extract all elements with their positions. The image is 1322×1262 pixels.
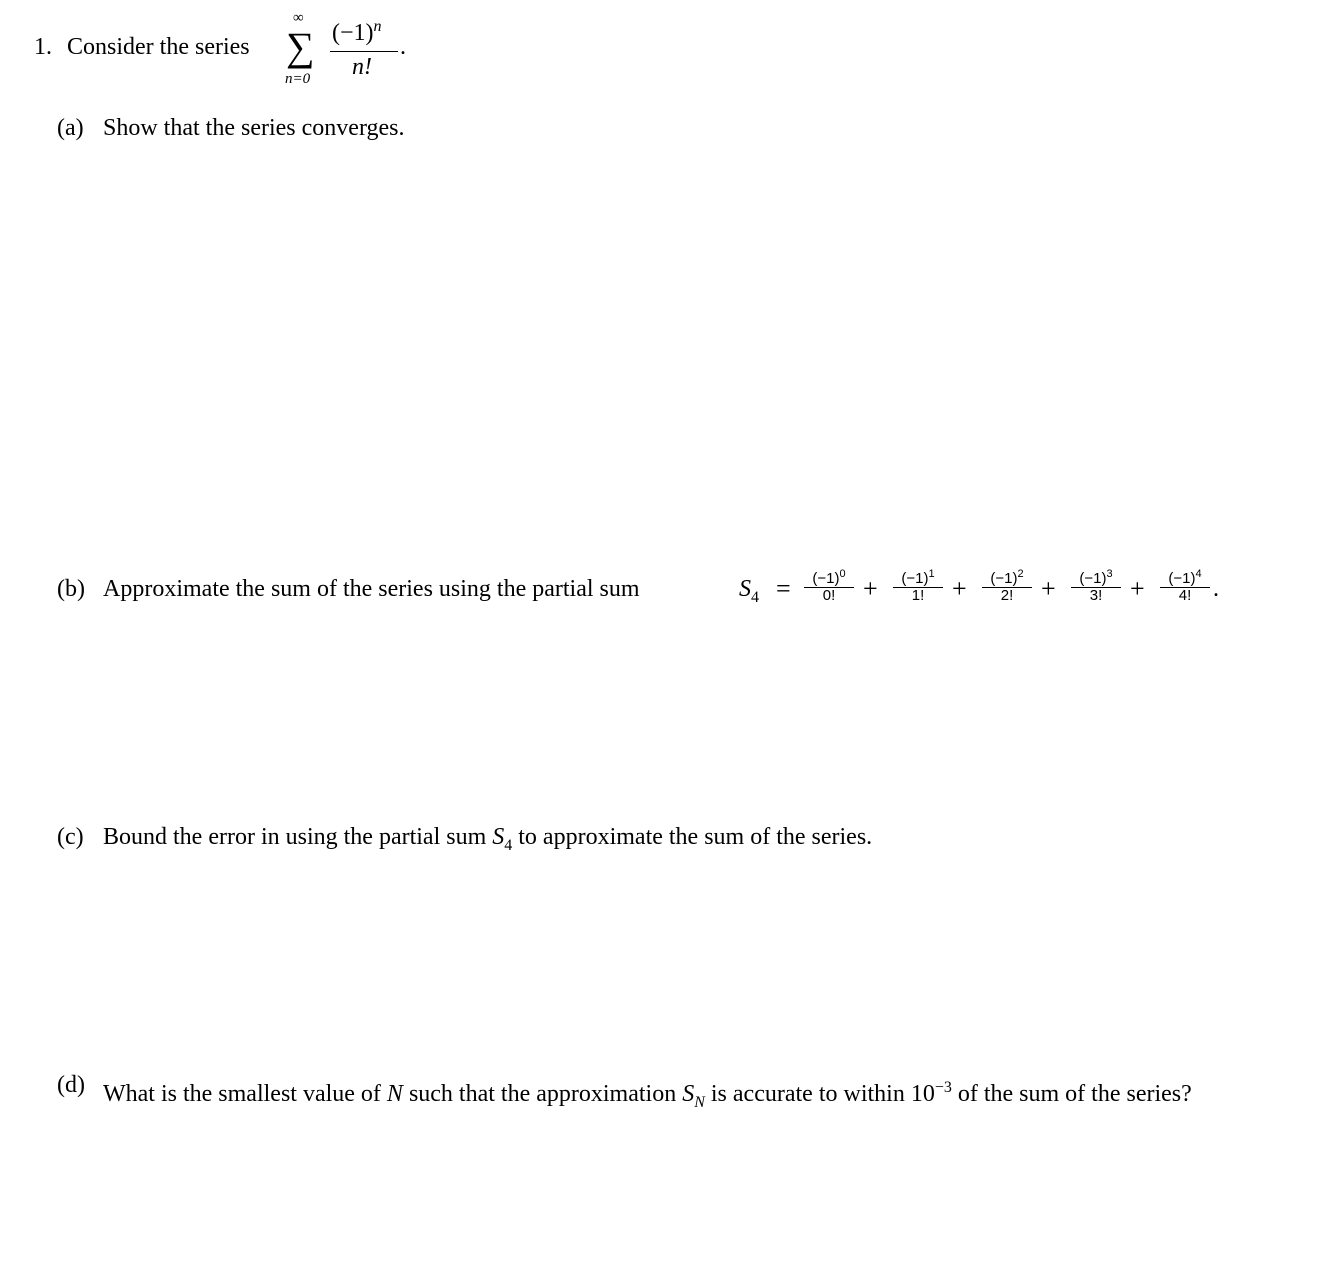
part-d-text: What is the smallest value of N such that the approximation $S_N$ is accurate to within $10^{-3}$ of the sum of the series?: [103, 1079, 1192, 1111]
plus-sign: +: [863, 574, 878, 603]
term-numerator: $(-1)^3$: [1079, 568, 1113, 587]
term-denominator: n!: [352, 54, 372, 80]
partial-sum-term: [804, 566, 854, 604]
problem-number: 1.: [34, 34, 52, 60]
term-denominator: 2!: [1000, 587, 1014, 604]
part-b-period: .: [1213, 576, 1219, 602]
partial-sum-term: [893, 566, 943, 604]
term-denominator: 3!: [1089, 587, 1103, 604]
sum-upper-limit: ∞: [293, 10, 304, 26]
period: .: [400, 34, 406, 60]
partial-sum-term: [982, 566, 1032, 604]
term-numerator: $(-1)^0$: [812, 568, 846, 587]
part-b-label: (b): [57, 576, 85, 602]
part-d-label: (d): [57, 1072, 85, 1098]
plus-sign: +: [1041, 574, 1056, 603]
plus-sign: +: [1130, 574, 1145, 603]
problem-intro: Consider the series: [67, 34, 250, 60]
term-denominator: 0!: [822, 587, 836, 604]
summation-sign: ∑: [286, 24, 315, 69]
part-a-text: Show that the series converges.: [103, 115, 405, 141]
sum-lower-limit: n=0: [285, 71, 311, 87]
term-denominator: 4!: [1178, 587, 1192, 604]
plus-sign: +: [952, 574, 967, 603]
term-numerator: $(-1)^4$: [1168, 568, 1202, 587]
partial-sum-symbol: $S_4$: [739, 576, 759, 606]
term-numerator: $(-1)^n$: [332, 18, 382, 46]
part-c-label: (c): [57, 824, 84, 850]
part-a-label: (a): [57, 115, 84, 141]
part-c-text: Bound the error in using the partial sum $S_4$ to approximate the sum of the series.: [103, 824, 873, 854]
term-numerator: $(-1)^2$: [990, 568, 1024, 587]
partial-sum-term: [1160, 566, 1210, 604]
part-b-text: Approximate the sum of the series using the partial sum: [103, 576, 640, 602]
fraction-bar: [330, 51, 398, 52]
term-denominator: 1!: [911, 587, 925, 604]
partial-sum-term: [1071, 566, 1121, 604]
term-numerator: $(-1)^1$: [901, 568, 935, 587]
equals-sign: =: [776, 574, 791, 603]
